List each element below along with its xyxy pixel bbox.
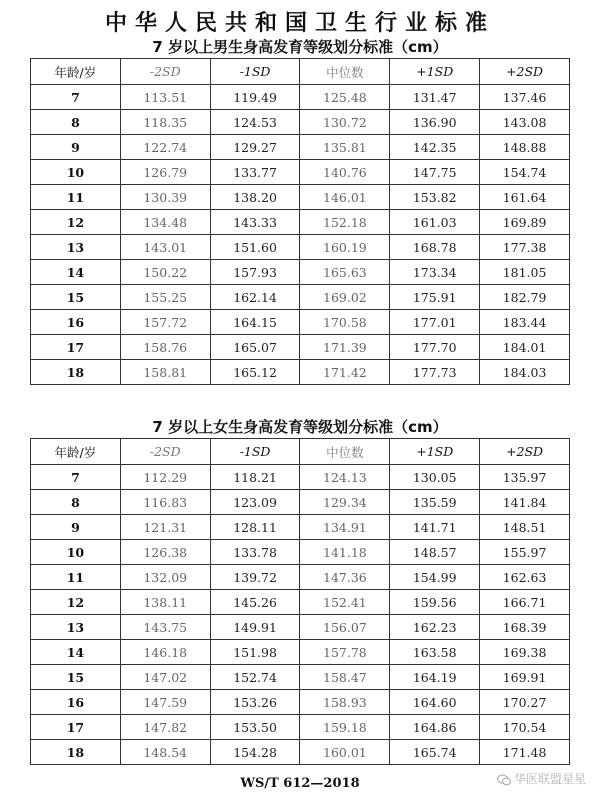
age-cell: 16 bbox=[31, 690, 121, 715]
value-cell: 146.01 bbox=[300, 185, 390, 210]
table-row bbox=[31, 665, 570, 690]
table-row bbox=[31, 515, 570, 540]
value-cell: 153.50 bbox=[210, 715, 300, 740]
value-cell: 152.74 bbox=[210, 665, 300, 690]
value-cell: 158.81 bbox=[120, 360, 210, 385]
watermark-text: 华医联盟星星 bbox=[513, 772, 586, 786]
value-cell: 130.39 bbox=[120, 185, 210, 210]
value-cell: 158.76 bbox=[120, 335, 210, 360]
value-cell: 147.36 bbox=[300, 565, 390, 590]
value-cell: 171.39 bbox=[300, 335, 390, 360]
median-header: 中位数 bbox=[300, 59, 390, 85]
value-cell: 143.08 bbox=[480, 110, 570, 135]
table-row bbox=[31, 235, 570, 260]
watermark bbox=[497, 770, 586, 787]
value-cell: 170.58 bbox=[300, 310, 390, 335]
value-cell: 137.46 bbox=[480, 85, 570, 110]
value-cell: 130.72 bbox=[300, 110, 390, 135]
age-cell: 12 bbox=[31, 210, 121, 235]
age-cell: 7 bbox=[31, 85, 121, 110]
plus-2sd-header: +2SD bbox=[480, 59, 570, 85]
plus-1sd-header: +1SD bbox=[390, 59, 480, 85]
value-cell: 177.38 bbox=[480, 235, 570, 260]
value-cell: 121.31 bbox=[120, 515, 210, 540]
age-cell: 7 bbox=[31, 465, 121, 490]
value-cell: 116.83 bbox=[120, 490, 210, 515]
value-cell: 157.72 bbox=[120, 310, 210, 335]
value-cell: 155.97 bbox=[480, 540, 570, 565]
value-cell: 132.09 bbox=[120, 565, 210, 590]
age-cell: 8 bbox=[31, 110, 121, 135]
value-cell: 160.19 bbox=[300, 235, 390, 260]
value-cell: 164.19 bbox=[390, 665, 480, 690]
table-row bbox=[31, 615, 570, 640]
plus-1sd-header: +1SD bbox=[390, 439, 480, 465]
value-cell: 173.34 bbox=[390, 260, 480, 285]
value-cell: 177.73 bbox=[390, 360, 480, 385]
age-cell: 11 bbox=[31, 185, 121, 210]
value-cell: 143.75 bbox=[120, 615, 210, 640]
table-row bbox=[31, 210, 570, 235]
boys-height-table bbox=[30, 58, 570, 385]
value-cell: 154.99 bbox=[390, 565, 480, 590]
value-cell: 166.71 bbox=[480, 590, 570, 615]
value-cell: 165.07 bbox=[210, 335, 300, 360]
age-header: 年龄/岁 bbox=[31, 59, 121, 85]
value-cell: 138.20 bbox=[210, 185, 300, 210]
value-cell: 170.54 bbox=[480, 715, 570, 740]
age-cell: 14 bbox=[31, 260, 121, 285]
age-cell: 18 bbox=[31, 740, 121, 765]
table-row bbox=[31, 490, 570, 515]
minus-1sd-header: -1SD bbox=[210, 439, 300, 465]
table-row bbox=[31, 740, 570, 765]
value-cell: 148.57 bbox=[390, 540, 480, 565]
table-row bbox=[31, 465, 570, 490]
table-row bbox=[31, 590, 570, 615]
value-cell: 128.11 bbox=[210, 515, 300, 540]
age-cell: 10 bbox=[31, 160, 121, 185]
table-row bbox=[31, 160, 570, 185]
value-cell: 169.38 bbox=[480, 640, 570, 665]
value-cell: 134.48 bbox=[120, 210, 210, 235]
age-cell: 9 bbox=[31, 515, 121, 540]
standard-number: WS/T 612—2018 bbox=[240, 776, 360, 791]
value-cell: 165.12 bbox=[210, 360, 300, 385]
value-cell: 153.82 bbox=[390, 185, 480, 210]
value-cell: 159.18 bbox=[300, 715, 390, 740]
table-row bbox=[31, 335, 570, 360]
value-cell: 152.18 bbox=[300, 210, 390, 235]
value-cell: 141.18 bbox=[300, 540, 390, 565]
value-cell: 148.88 bbox=[480, 135, 570, 160]
value-cell: 158.47 bbox=[300, 665, 390, 690]
value-cell: 135.81 bbox=[300, 135, 390, 160]
value-cell: 143.33 bbox=[210, 210, 300, 235]
age-cell: 15 bbox=[31, 285, 121, 310]
value-cell: 118.21 bbox=[210, 465, 300, 490]
value-cell: 165.74 bbox=[390, 740, 480, 765]
value-cell: 177.70 bbox=[390, 335, 480, 360]
value-cell: 168.78 bbox=[390, 235, 480, 260]
table-row bbox=[31, 110, 570, 135]
age-cell: 17 bbox=[31, 715, 121, 740]
value-cell: 147.82 bbox=[120, 715, 210, 740]
girls-height-table bbox=[30, 438, 570, 765]
table-row bbox=[31, 540, 570, 565]
value-cell: 129.34 bbox=[300, 490, 390, 515]
value-cell: 170.27 bbox=[480, 690, 570, 715]
value-cell: 154.74 bbox=[480, 160, 570, 185]
age-cell: 9 bbox=[31, 135, 121, 160]
age-cell: 18 bbox=[31, 360, 121, 385]
age-cell: 14 bbox=[31, 640, 121, 665]
age-cell: 17 bbox=[31, 335, 121, 360]
table-row bbox=[31, 135, 570, 160]
value-cell: 113.51 bbox=[120, 85, 210, 110]
value-cell: 123.09 bbox=[210, 490, 300, 515]
minus-1sd-header: -1SD bbox=[210, 59, 300, 85]
value-cell: 129.27 bbox=[210, 135, 300, 160]
table-row bbox=[31, 185, 570, 210]
age-cell: 13 bbox=[31, 615, 121, 640]
table-row bbox=[31, 85, 570, 110]
value-cell: 122.74 bbox=[120, 135, 210, 160]
value-cell: 112.29 bbox=[120, 465, 210, 490]
value-cell: 118.35 bbox=[120, 110, 210, 135]
wechat-icon bbox=[497, 774, 511, 786]
value-cell: 169.02 bbox=[300, 285, 390, 310]
value-cell: 152.41 bbox=[300, 590, 390, 615]
value-cell: 171.48 bbox=[480, 740, 570, 765]
value-cell: 139.72 bbox=[210, 565, 300, 590]
value-cell: 119.49 bbox=[210, 85, 300, 110]
value-cell: 135.59 bbox=[390, 490, 480, 515]
age-cell: 10 bbox=[31, 540, 121, 565]
value-cell: 134.91 bbox=[300, 515, 390, 540]
value-cell: 150.22 bbox=[120, 260, 210, 285]
table-row bbox=[31, 360, 570, 385]
value-cell: 169.89 bbox=[480, 210, 570, 235]
age-cell: 15 bbox=[31, 665, 121, 690]
value-cell: 161.64 bbox=[480, 185, 570, 210]
value-cell: 126.79 bbox=[120, 160, 210, 185]
value-cell: 147.75 bbox=[390, 160, 480, 185]
value-cell: 131.47 bbox=[390, 85, 480, 110]
value-cell: 171.42 bbox=[300, 360, 390, 385]
value-cell: 153.26 bbox=[210, 690, 300, 715]
value-cell: 125.48 bbox=[300, 85, 390, 110]
value-cell: 184.03 bbox=[480, 360, 570, 385]
value-cell: 140.76 bbox=[300, 160, 390, 185]
minus-2sd-header: -2SD bbox=[120, 59, 210, 85]
value-cell: 157.93 bbox=[210, 260, 300, 285]
age-cell: 8 bbox=[31, 490, 121, 515]
value-cell: 157.78 bbox=[300, 640, 390, 665]
value-cell: 177.01 bbox=[390, 310, 480, 335]
value-cell: 143.01 bbox=[120, 235, 210, 260]
value-cell: 165.63 bbox=[300, 260, 390, 285]
boys-table-title: 7 岁以上男生身高发育等级划分标准（cm） bbox=[152, 38, 448, 56]
value-cell: 162.63 bbox=[480, 565, 570, 590]
value-cell: 162.14 bbox=[210, 285, 300, 310]
value-cell: 147.59 bbox=[120, 690, 210, 715]
value-cell: 161.03 bbox=[390, 210, 480, 235]
value-cell: 151.60 bbox=[210, 235, 300, 260]
table-row bbox=[31, 715, 570, 740]
table-row bbox=[31, 285, 570, 310]
girls-table-title: 7 岁以上女生身高发育等级划分标准（cm） bbox=[152, 418, 448, 436]
value-cell: 141.71 bbox=[390, 515, 480, 540]
value-cell: 138.11 bbox=[120, 590, 210, 615]
value-cell: 141.84 bbox=[480, 490, 570, 515]
value-cell: 149.91 bbox=[210, 615, 300, 640]
table-row bbox=[31, 690, 570, 715]
value-cell: 182.79 bbox=[480, 285, 570, 310]
value-cell: 164.60 bbox=[390, 690, 480, 715]
table-header-row bbox=[31, 439, 570, 465]
value-cell: 164.86 bbox=[390, 715, 480, 740]
value-cell: 159.56 bbox=[390, 590, 480, 615]
value-cell: 160.01 bbox=[300, 740, 390, 765]
age-cell: 12 bbox=[31, 590, 121, 615]
value-cell: 155.25 bbox=[120, 285, 210, 310]
table-row bbox=[31, 640, 570, 665]
age-header: 年龄/岁 bbox=[31, 439, 121, 465]
age-cell: 16 bbox=[31, 310, 121, 335]
value-cell: 124.53 bbox=[210, 110, 300, 135]
value-cell: 148.51 bbox=[480, 515, 570, 540]
value-cell: 124.13 bbox=[300, 465, 390, 490]
table-row bbox=[31, 310, 570, 335]
value-cell: 156.07 bbox=[300, 615, 390, 640]
table-row bbox=[31, 565, 570, 590]
table-header-row bbox=[31, 59, 570, 85]
value-cell: 133.78 bbox=[210, 540, 300, 565]
value-cell: 133.77 bbox=[210, 160, 300, 185]
value-cell: 175.91 bbox=[390, 285, 480, 310]
value-cell: 154.28 bbox=[210, 740, 300, 765]
value-cell: 184.01 bbox=[480, 335, 570, 360]
value-cell: 126.38 bbox=[120, 540, 210, 565]
value-cell: 164.15 bbox=[210, 310, 300, 335]
age-cell: 13 bbox=[31, 235, 121, 260]
value-cell: 130.05 bbox=[390, 465, 480, 490]
value-cell: 136.90 bbox=[390, 110, 480, 135]
value-cell: 168.39 bbox=[480, 615, 570, 640]
value-cell: 181.05 bbox=[480, 260, 570, 285]
plus-2sd-header: +2SD bbox=[480, 439, 570, 465]
age-cell: 11 bbox=[31, 565, 121, 590]
value-cell: 151.98 bbox=[210, 640, 300, 665]
value-cell: 183.44 bbox=[480, 310, 570, 335]
table-row bbox=[31, 260, 570, 285]
value-cell: 148.54 bbox=[120, 740, 210, 765]
median-header: 中位数 bbox=[300, 439, 390, 465]
value-cell: 145.26 bbox=[210, 590, 300, 615]
value-cell: 142.35 bbox=[390, 135, 480, 160]
value-cell: 163.58 bbox=[390, 640, 480, 665]
value-cell: 146.18 bbox=[120, 640, 210, 665]
value-cell: 158.93 bbox=[300, 690, 390, 715]
value-cell: 162.23 bbox=[390, 615, 480, 640]
page-header: 中华人民共和国卫生行业标准 bbox=[104, 11, 495, 36]
minus-2sd-header: -2SD bbox=[120, 439, 210, 465]
value-cell: 169.91 bbox=[480, 665, 570, 690]
value-cell: 135.97 bbox=[480, 465, 570, 490]
value-cell: 147.02 bbox=[120, 665, 210, 690]
